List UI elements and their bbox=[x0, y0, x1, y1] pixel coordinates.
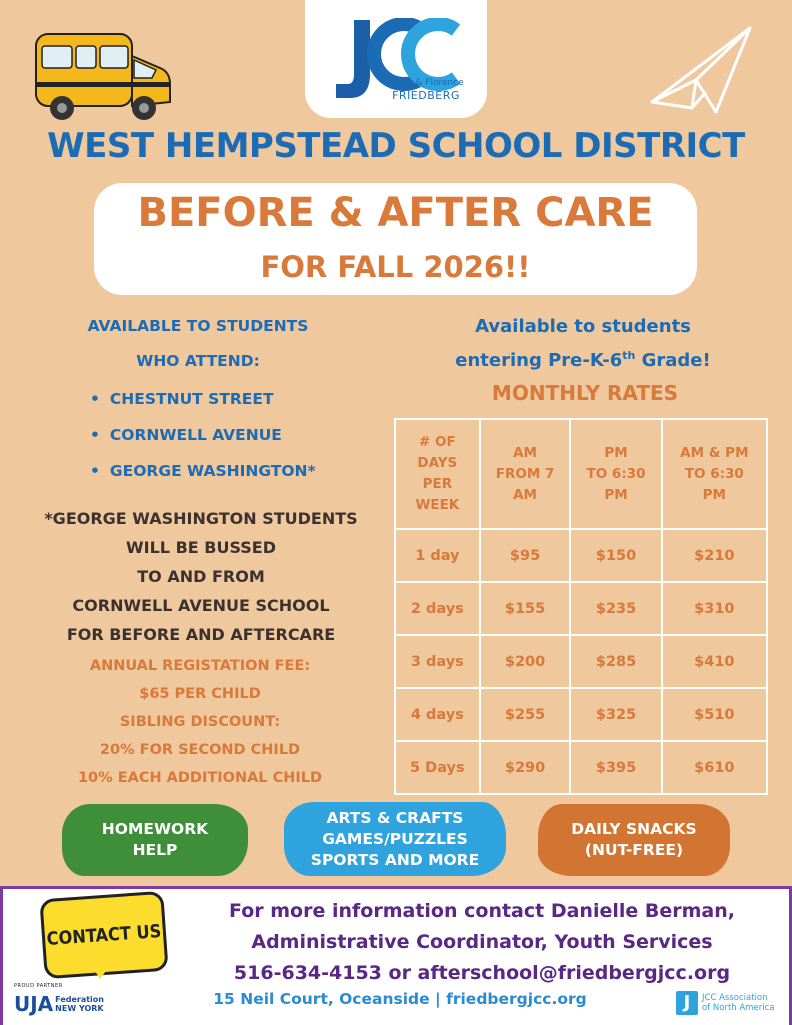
fees-section bbox=[40, 652, 360, 792]
uja-logo: UJA Federation NEW YORK bbox=[14, 992, 104, 1016]
table-row bbox=[395, 688, 767, 741]
rates-heading: MONTHLY RATES bbox=[491, 381, 679, 405]
table-cell: 5 Days bbox=[395, 741, 480, 794]
list-item: • GEORGE WASHINGTON* bbox=[90, 462, 316, 498]
availability-line-1: AVAILABLE TO STUDENTS bbox=[87, 317, 309, 335]
contact-line: 516-634-4153 or afterschool@friedbergjcc.org bbox=[233, 962, 731, 984]
page-subtitle: FOR FALL 2026!! bbox=[260, 250, 531, 284]
busing-note-line: FOR BEFORE AND AFTERCARE bbox=[66, 625, 336, 644]
grade-line-1: Available to students bbox=[475, 316, 691, 337]
contact-line: For more information contact Danielle Berman, bbox=[229, 900, 735, 922]
uja-partner-label: PROUD PARTNER bbox=[14, 983, 63, 989]
contact-info bbox=[192, 896, 772, 989]
table-row bbox=[395, 529, 767, 582]
table-cell: $255 bbox=[480, 688, 571, 741]
table-cell: $155 bbox=[480, 582, 571, 635]
activities-badge: ARTS & CRAFTS GAMES/PUZZLES SPORTS AND MORE bbox=[284, 802, 506, 876]
table-cell: $510 bbox=[662, 688, 767, 741]
col-header-am: AM FROM 7 AM bbox=[480, 419, 571, 529]
busing-note-line: WILL BE BUSSED bbox=[126, 538, 276, 557]
busing-note-line: *GEORGE WASHINGTON STUDENTS bbox=[44, 509, 358, 528]
busing-note-line: TO AND FROM bbox=[137, 567, 265, 586]
snacks-badge: DAILY SNACKS (NUT-FREE) bbox=[538, 804, 730, 876]
fee-line: $65 PER CHILD bbox=[139, 686, 261, 702]
table-cell: $150 bbox=[570, 529, 661, 582]
homework-help-badge: HOMEWORK HELP bbox=[62, 804, 248, 876]
table-cell: $285 bbox=[570, 635, 661, 688]
col-header-days: # OF DAYS PER WEEK bbox=[395, 419, 480, 529]
address-line: 15 Neil Court, Oceanside | friedbergjcc.org bbox=[213, 990, 587, 1008]
school-bus-icon bbox=[32, 28, 174, 122]
table-cell: $610 bbox=[662, 741, 767, 794]
table-cell: $235 bbox=[570, 582, 661, 635]
busing-note bbox=[20, 504, 382, 649]
table-row bbox=[395, 741, 767, 794]
fee-line: 20% FOR SECOND CHILD bbox=[99, 742, 301, 758]
grade-line-2: entering Pre-K-6th Grade! bbox=[455, 349, 711, 371]
col-header-am-pm: AM & PM TO 6:30 PM bbox=[662, 419, 767, 529]
table-row bbox=[395, 635, 767, 688]
table-cell: $290 bbox=[480, 741, 571, 794]
table-cell: $325 bbox=[570, 688, 661, 741]
table-cell: $310 bbox=[662, 582, 767, 635]
table-header-row bbox=[395, 419, 767, 529]
list-item: • CHESTNUT STREET bbox=[90, 390, 316, 426]
district-heading: WEST HEMPSTEAD SCHOOL DISTRICT bbox=[47, 126, 745, 166]
list-item: • CORNWELL AVENUE bbox=[90, 426, 316, 462]
table-cell: $95 bbox=[480, 529, 571, 582]
table-row bbox=[395, 582, 767, 635]
speech-bubble-tail bbox=[90, 963, 112, 979]
availability-line-2: WHO ATTEND: bbox=[136, 352, 260, 370]
jcca-logo: J JCC Association of North America bbox=[676, 991, 774, 1015]
school-list bbox=[90, 390, 316, 498]
table-cell: $200 bbox=[480, 635, 571, 688]
table-cell: $395 bbox=[570, 741, 661, 794]
fee-line: ANNUAL REGISTATION FEE: bbox=[89, 658, 311, 674]
table-cell: $210 bbox=[662, 529, 767, 582]
contact-us-badge: CONTACT US bbox=[39, 891, 168, 979]
contact-line: Administrative Coordinator, Youth Services bbox=[251, 931, 713, 953]
col-header-pm: PM TO 6:30 PM bbox=[570, 419, 661, 529]
fee-line: 10% EACH ADDITIONAL CHILD bbox=[77, 770, 323, 786]
table-cell: 3 days bbox=[395, 635, 480, 688]
busing-note-line: CORNWELL AVENUE SCHOOL bbox=[72, 596, 330, 615]
logo-name: FRIEDBERG bbox=[392, 89, 460, 102]
paper-plane-icon bbox=[646, 22, 758, 118]
fee-line: SIBLING DISCOUNT: bbox=[119, 714, 281, 730]
page-title: BEFORE & AFTER CARE bbox=[137, 190, 654, 236]
table-cell: 2 days bbox=[395, 582, 480, 635]
table-cell: $410 bbox=[662, 635, 767, 688]
logo-subtitle: Barry & Florence bbox=[388, 78, 464, 88]
table-cell: 4 days bbox=[395, 688, 480, 741]
grade-availability bbox=[410, 312, 756, 375]
rates-table bbox=[394, 418, 768, 795]
table-cell: 1 day bbox=[395, 529, 480, 582]
